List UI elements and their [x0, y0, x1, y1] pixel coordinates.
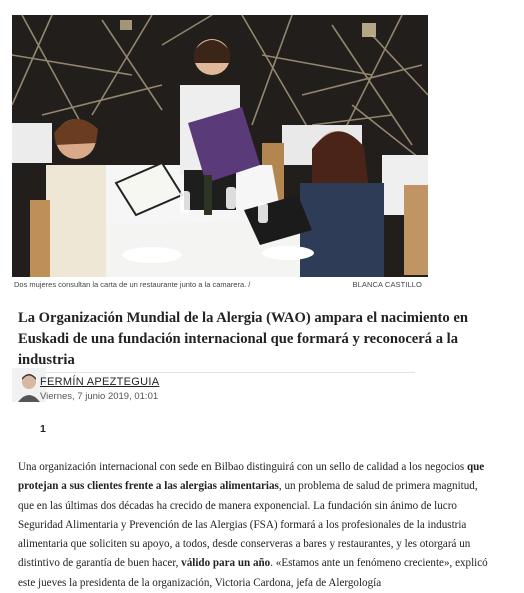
comments-count-link[interactable]: 1: [40, 423, 46, 435]
restaurant-photo-illustration: [12, 15, 428, 277]
article-headline: La Organización Mundial de la Alergia (WAO) ampara el nacimiento en Euskadi de una fundación internacional que formará y reconocerá a la industria: [18, 310, 468, 368]
article-body: [18, 458, 494, 593]
article-photo: [12, 15, 428, 277]
body-text-2: , un problema de salud de primera magnitud, que en las últimas dos décadas ha crecido de manera exponencial. La fundación sin ánimo de lucro Seguridad Alimentaria y Prevención de las Alergias (FSA) formará a los profesionales de la industria alimentaria que soliciten su apoyo, a todos, desde conserveras a bares y restaurantes, y les otorgará un distintivo de garantía de buen hacer,: [18, 480, 478, 570]
publish-date: Viernes, 7 junio 2019, 01:01: [40, 391, 159, 402]
author-divider: [38, 372, 415, 373]
body-bold-1: que protejan a sus clientes frente a las alergias alimentarias: [18, 461, 485, 493]
body-text-3: . «Estamos ante un fenómeno creciente», explicó este jueves la presidenta de la organización, Victoria Cardona, jefa de Alergología: [18, 557, 488, 589]
photo-caption: Dos mujeres consultan la carta de un restaurante junto a la camarera. /: [14, 280, 251, 289]
author-name-link[interactable]: FERMÍN APEZTEGUIA: [40, 376, 160, 388]
body-text-1: Una organización internacional con sede en Bilbao distinguirá con un sello de calidad a los negocios: [18, 461, 467, 473]
photo-credit: BLANCA CASTILLO: [352, 280, 422, 289]
body-bold-2: válido para un año: [181, 557, 271, 570]
photo-caption-row: [14, 280, 422, 292]
